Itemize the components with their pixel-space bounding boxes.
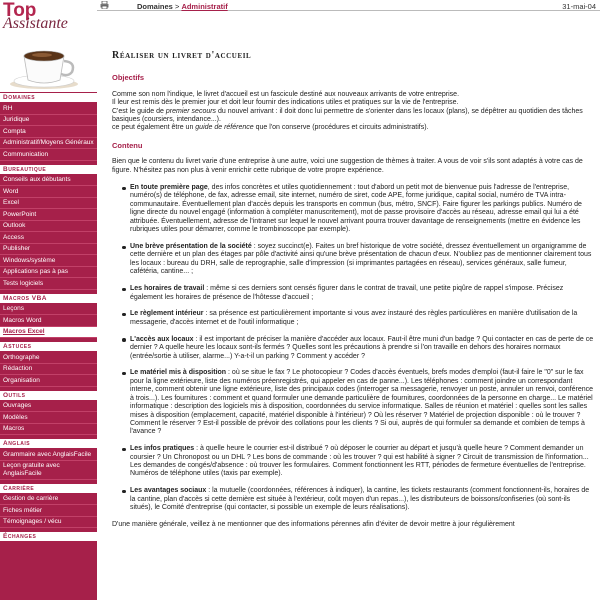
sidebar-section-heading: Bureautique [0, 165, 97, 175]
sidebar [0, 0, 97, 600]
sidebar-section-heading: Astuces [0, 342, 97, 352]
sidebar-item[interactable]: Macros Word [0, 315, 97, 327]
objectifs-paragraph-3: C'est le guide de premier secours du nouvel arrivant : il doit donc lui permettre de s'orienter dans les locaux (plans), se dépêtrer au quotidien des tâches basiques (coursiers, intendance...). [112, 107, 583, 124]
contenu-list-item [120, 445, 594, 479]
contenu-list-item [120, 487, 594, 512]
contenu-item-lead: L'accès aux locaux [130, 335, 194, 343]
contenu-list-item [120, 184, 594, 234]
contenu-intro: Bien que le contenu du livret varie d'une entreprise à une autre, voici une suggestion de thèmes à traiter. A vous de voir s'ils sont adaptés à votre cas de figure. N'hésitez pas non plus à venir enrichir cette rubrique de votre propre expérience. [112, 158, 583, 174]
sidebar-section-heading: Macros VBA [0, 294, 97, 304]
sidebar-item[interactable]: Grammaire avec AnglaisFacile [0, 449, 97, 461]
breadcrumb-administratif-link[interactable]: Administratif [181, 1, 228, 11]
sidebar-item[interactable]: Administratif/Moyens Généraux [0, 138, 97, 150]
sidebar-item[interactable]: Conseils aux débutants [0, 175, 97, 187]
site-logo[interactable] [0, 0, 97, 92]
sidebar-item[interactable]: Applications pas à pas [0, 267, 97, 279]
objectifs-paragraph-2: Il leur est remis dès le premier jour et doit leur fournir des indications utiles et pratiques sur la vie de l'entreprise. [112, 99, 459, 107]
sidebar-item[interactable]: Orthographe [0, 352, 97, 364]
sidebar-item[interactable]: Excel [0, 198, 97, 210]
sidebar-item[interactable]: Word [0, 186, 97, 198]
sidebar-item[interactable]: Compta [0, 126, 97, 138]
sidebar-section-heading: Outils [0, 391, 97, 401]
sidebar-item[interactable]: Windows/système [0, 255, 97, 267]
contenu-item-lead: Le matériel mis à disposition [130, 369, 227, 377]
sidebar-item[interactable]: Modèles [0, 412, 97, 424]
sidebar-item[interactable]: Fiches métier [0, 505, 97, 517]
sidebar-section-heading: Échanges [0, 532, 97, 542]
page-title: Réaliser un livret d'accueil [112, 50, 252, 61]
top-bar [97, 0, 600, 11]
sidebar-item[interactable]: Publisher [0, 244, 97, 256]
objectifs-paragraph-4: ce peut également être un guide de référence que l'on conserve (procédures et circuits administratifs). [112, 124, 429, 132]
sidebar-item[interactable]: Organisation [0, 375, 97, 387]
contenu-item-lead: Les horaires de travail [130, 285, 205, 293]
contenu-list-item [120, 243, 594, 277]
breadcrumb-domaines: Domaines [137, 1, 173, 11]
contenu-item-text: , des infos concrètes et utiles quotidiennement : tout d'abord un petit mot de bienvenue puis l'adresse de l'entreprise, numéro(s) de téléphone, de fax, adresse email, site internet, numéro de siret, code APE, forme juridique, capital social, numéro de TVA intra-communautaire. Éventuellement plan d'accès depuis les transports en commun (bus, métro, SNCF). Faire figurer les parkings publics. Numéro de ligne directe du nouvel engagé (information à compléter manuscritement), mot de passe provisoire d'accès au réseau, adresse email qui lui a été attribuée. Éventuellement, adresse de l'intranet sur lequel le nouvel arrivant pourra trouver davantage de renseignements (mettre en évidence les rubriques utiles pour démarrer, comme le trombinoscope par exemple). [130, 184, 582, 234]
sidebar-section-heading: Anglais [0, 439, 97, 449]
contenu-list [120, 184, 594, 513]
sidebar-item[interactable]: Leçon gratuite avec AnglaisFacile [0, 461, 97, 480]
sidebar-item[interactable]: Outlook [0, 221, 97, 233]
sidebar-nav [0, 93, 97, 545]
contenu-item-text: : la mutuelle (coordonnées, références à indiquer), la cantine, les tickets restaurants (comment fonctionnent-ils, horaires de la cantine, plan d'accès si cette dernière est située à l'extérieur, coût moyen d'un repas...), les distributeurs de boissons/confiseries (où sont-ils situés), le Comité d'entreprise (qui contacter, si possible un exemple de leurs réalisations). [130, 487, 590, 512]
date-label: 31-mai-04 [562, 1, 596, 11]
contenu-item-text: : où se situe le fax ? Le photocopieur ? Codes d'accès éventuels, brefs modes d'emploi (faut-il faire le "0" sur le fax pour la ligne extérieure, liste des numéros préenregistrés, qui appeler en cas de panne...). Les téléphones : comment joindre un correspondant interne, comment obtenir une ligne extérieure, liste des principaux codes (interroger sa messagerie, renvoyer un poste, annuler un renvoi, conférence à trois...). Les fournitures : comment et quand formuler une demande particulière de fournitures, coordonnées de la personne en charge... Le matériel informatique : description des logiciels mis à disposition, coordonnées du service informatique. Salles de réunion et matériel : quelles sont les salles mises à disposition (emplacement, capacité, matériel disponible à l'intérieur) ? Où les réserver ? Matériel de projection disponible : où le trouver ? Comment le réserver ? Est-il possible de prévoir des collations pour les clients ? Si oui, auprès de qui formuler sa demande et combien de temps à l'avance ? [130, 369, 594, 436]
logo-assistante-text: Assistante [3, 15, 68, 32]
sidebar-item[interactable]: Témoignages / vécu [0, 517, 97, 529]
logo-top-text: Top [3, 0, 37, 21]
coffee-cup-icon [2, 34, 92, 90]
sidebar-item[interactable]: PowerPoint [0, 209, 97, 221]
closing-paragraph: D'une manière générale, veillez à ne mentionner que des informations pérennes afin d'éviter de devoir mettre à jour régulièrement [112, 521, 515, 529]
contenu-item-lead: Une brève présentation de la société [130, 243, 252, 250]
contenu-item-lead: Les infos pratiques [130, 445, 195, 453]
sidebar-item[interactable]: Rédaction [0, 364, 97, 376]
objectifs-heading: Objectifs [112, 73, 145, 83]
contenu-item-text: : à quelle heure le courrier est-il distribué ? où déposer le courrier au départ et jusqu'à quelle heure ? Comment demander un coursier ? Un Chronopost ou un DHL ? Les bons de commande : où les trouver ? qui est habilité à signer ? Circuit de transmission de l'information... Les demandes de congés/d'absence : où trouver les formulaires. Comment fonctionnent les RTT, périodes de fermeture éventuelles de l'entreprise. Numéros de téléphone utiles (taxis par exemple). [130, 445, 589, 478]
contenu-list-item [120, 310, 594, 327]
contenu-list-item [120, 336, 594, 361]
sidebar-item[interactable]: Tests logiciels [0, 278, 97, 290]
contenu-list-item [120, 285, 594, 302]
sidebar-item[interactable]: Communication [0, 149, 97, 161]
sidebar-item[interactable]: Ouvrages [0, 401, 97, 413]
contenu-item-lead: Les avantages sociaux [130, 487, 207, 495]
contenu-item-lead: En toute première page [130, 184, 208, 192]
sidebar-item[interactable]: Macros [0, 424, 97, 436]
breadcrumb-separator: > [174, 1, 180, 11]
contenu-item-text: : soyez succinct(e). Faites un bref historique de votre société, dressez éventuellement un organigramme de cette dernière et un plan des étages par pôle d'activité ainsi qu'une brève présentation de chacun d'eux. N'oubliez pas de mentionner clairement tous les locaux : bureau du DRH, salle de reprographie, salle d'impression (si imprimantes partagées en réseau), services généraux, salle fumeur, cafétéria, cantine... ; [130, 243, 592, 276]
contenu-heading: Contenu [112, 140, 143, 150]
contenu-item-text: : même si ces derniers sont censés figurer dans le contrat de travail, une petite piqûre de rappel s'impose. Précisez également les horaires de présence de l'hôtesse d'accueil ; [130, 285, 564, 301]
main-content [112, 52, 594, 529]
sidebar-item[interactable]: Gestion de carrière [0, 494, 97, 506]
contenu-item-text: : il est important de préciser la manière d'accéder aux locaux. Faut-il être muni d'un badge ? Qui contacter en cas de perte de ce dernier ? A quelle heure les locaux sont-ils fermés ? Quelles sont les précautions à prendre si l'on travaille en dehors des horaires normaux (entrée/sortie à utiliser, alarme...) Y-a-t-il un parking ? Comment y accéder ? [130, 335, 594, 360]
sidebar-item[interactable]: Leçons [0, 304, 97, 316]
sidebar-item[interactable]: Access [0, 232, 97, 244]
objectifs-paragraph-1: Comme son nom l'indique, le livret d'accueil est un fascicule destiné aux nouveaux arrivants de votre entreprise. [112, 90, 460, 98]
sidebar-section-heading: Domaines [0, 93, 97, 103]
sidebar-item[interactable]: Juridique [0, 115, 97, 127]
contenu-item-lead: Le règlement intérieur [130, 310, 204, 318]
printer-icon[interactable] [100, 1, 109, 9]
breadcrumb [137, 2, 228, 11]
contenu-list-item [120, 369, 594, 436]
contenu-item-text: : sa présence est particulièrement importante si vous avez instauré des règles particulières en manière d'utilisation de la messagerie, d'accès internet et de l'outil informatique ; [130, 310, 578, 326]
sidebar-section-heading: Carrière [0, 484, 97, 494]
sidebar-item[interactable]: Macros Excel [0, 327, 97, 339]
sidebar-item[interactable]: RH [0, 103, 97, 115]
